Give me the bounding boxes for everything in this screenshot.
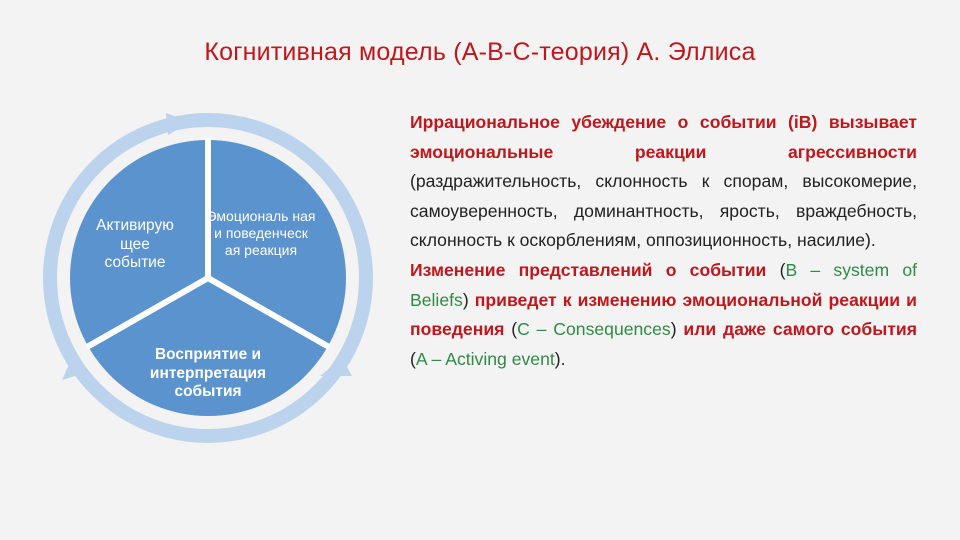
text-paren: ( [766, 259, 786, 280]
text-paren: ( [504, 319, 518, 340]
segment-activating-event: Активирую щее событие [96, 217, 174, 272]
text-paren: ) [462, 289, 475, 310]
text-change-beliefs: Изменение представлений о событии [410, 259, 767, 280]
explanation-text [410, 108, 917, 374]
segment-emotional-reaction: Эмоциональ ная и поведенческ ая реакция [206, 208, 316, 258]
text-c-consequences: C – Consequences [517, 319, 671, 340]
text-irrational-belief: Иррациональное убеждение о событии (iB) вызывает эмоциональные реакции агрессивности [410, 112, 917, 162]
cycle-graphic [40, 110, 390, 460]
text-paren: ( [410, 348, 416, 369]
text-a-activing-event: A – Activing event [415, 348, 555, 369]
text-b-beliefs: B – system of Beliefs [410, 259, 918, 310]
text-paren: ). [554, 348, 566, 369]
text-change-reaction: приведет к изменению эмоциональной реакции и поведения [410, 289, 917, 340]
segment-perception: Восприятие и интерпретация события [149, 346, 267, 401]
text-aggression-list: (раздражительность, склонность к спорам, высокомерие, самоуверенность, доминантность, ярость, враждебность, склонность к оскорблениям, оппозиционность, насилие). [410, 171, 917, 251]
text-even-event: или даже самого события [683, 319, 918, 340]
text-paren: ) [670, 319, 684, 340]
slide-title: Когнитивная модель (А-В-С-теория) А. Эллиса [204, 38, 756, 66]
abc-cycle-diagram [40, 110, 390, 460]
